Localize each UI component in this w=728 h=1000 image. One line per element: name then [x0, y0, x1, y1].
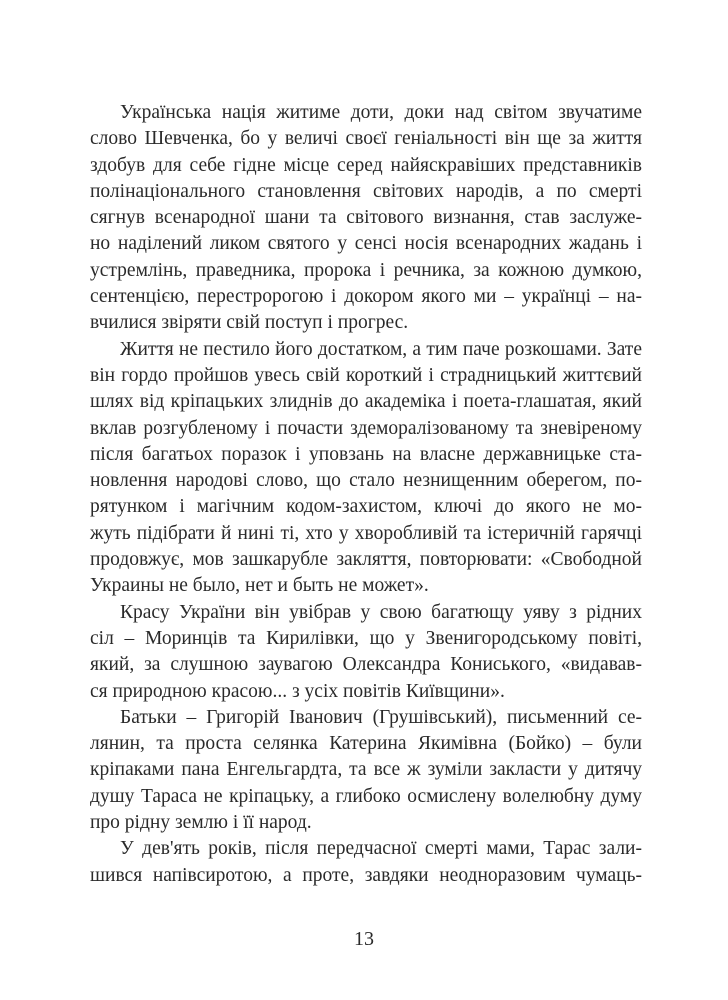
- text-line: новлення народові слово, що стало незнищенним оберегом, по-: [90, 470, 642, 492]
- text-line: душу Тараса не кріпацьку, а глибоко осмислену волелюбну думу: [90, 785, 642, 807]
- text-line: сентенцією, перестророгою і докором якого ми – українці – на-: [90, 286, 642, 308]
- text-line: сіл – Моринців та Кирилівки, що у Звенигородському повіті,: [90, 627, 642, 649]
- text-line: здобув для себе гідне місце серед найяскравіших представників: [90, 154, 642, 176]
- text-line: Українська нація житиме доти, доки над світом звучатиме: [120, 102, 642, 123]
- paragraph: [90, 705, 642, 836]
- paragraph: [90, 337, 642, 600]
- paragraph: [90, 836, 642, 889]
- text-line: кріпаками пана Енгельгардта, та все ж зуміли закласти у дитячу: [90, 759, 642, 781]
- text-line: після багатьох поразок і уповзань на власне державницьке ста-: [90, 443, 642, 465]
- text-line: жуть підібрати й нині ті, хто у хворобливій та істеричній гарячці: [90, 522, 642, 544]
- text-line: полінаціонального становлення світових народів, а по смерті: [90, 180, 642, 202]
- text-line: шився напівсиротою, а проте, завдяки неодноразовим чумаць-: [90, 864, 642, 886]
- text-line: но наділений ликом святого у сенсі носія всенародних жадань і: [90, 233, 642, 255]
- text-line: який, за слушною заувагою Олександра Кониського, «видавав-: [90, 654, 642, 676]
- text-line: сягнув всенародної шани та світового визнання, став заслуже-: [90, 207, 642, 229]
- page-body: [90, 100, 642, 889]
- text-line: він гордо пройшов увесь свій короткий і страдницький життєвий: [90, 364, 642, 386]
- text-line: Красу України він увібрав у свою багатющу уяву з рідних: [120, 601, 642, 623]
- text-line: рятунком і магічним кодом-захистом, ключі до якого не мо-: [90, 496, 642, 518]
- text-line: ся природною красою... з усіх повітів Київщини».: [90, 680, 505, 702]
- text-line: про рідну землю і її народ.: [90, 812, 312, 834]
- text-line: Украины не было, нет и быть не может».: [90, 575, 429, 597]
- paragraph: [90, 100, 642, 337]
- text-line: шлях від кріпацьких злиднів до академіка і поета-глашатая, який: [90, 391, 642, 413]
- text-line: Життя не пестило його достатком, а тим паче розкошами. Зате: [120, 338, 642, 360]
- text-line: У дев'ять років, після передчасної смерті мами, Тарас зали-: [120, 838, 642, 860]
- text-line: слово Шевченка, бо у величі своєї геніальності він ще за життя: [90, 128, 642, 150]
- text-line: Батьки – Григорій Іванович (Грушівський), письменний се-: [120, 706, 642, 728]
- page-number: 13: [354, 928, 374, 950]
- text-line: вклав розгубленому і почасти здеморалізованому та зневіреному: [90, 417, 642, 439]
- text-line: лянин, та проста селянка Катерина Якимівна (Бойко) – були: [90, 733, 642, 755]
- paragraph: [90, 600, 642, 705]
- text-line: устремлінь, праведника, пророка і речника, за кожною думкою,: [90, 259, 642, 281]
- text-line: вчилися звіряти свій поступ і прогрес.: [90, 312, 409, 334]
- text-line: продовжує, мов зашкарубле закляття, повторювати: «Свободной: [90, 549, 642, 571]
